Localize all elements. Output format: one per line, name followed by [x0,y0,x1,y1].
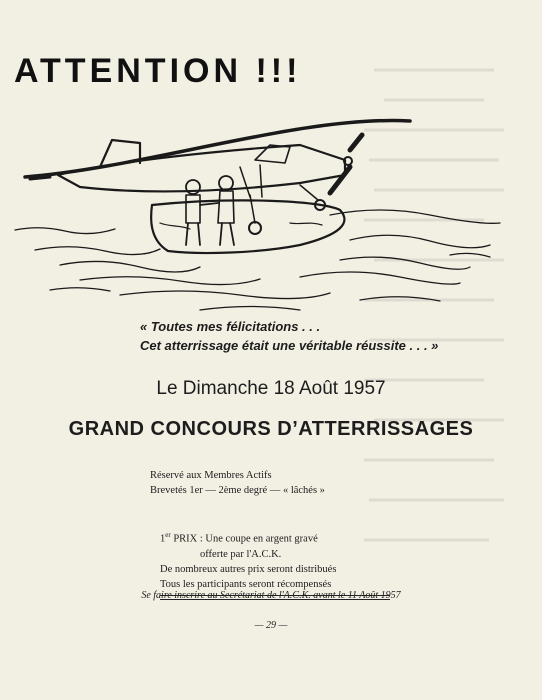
first-prize-suffix: er [165,531,171,539]
page-number: — 29 — [254,620,288,631]
page-title: ATTENTION !!! [14,52,302,90]
prizes-line-3: Tous les participants seront récompensés [160,578,332,590]
first-prize-label: PRIX : Une coupe en argent gravé [170,533,318,545]
first-prize-line [160,528,390,547]
registration-note: Se faire inscrire au Secrétariat de l'A.C.K. avant le 11 Août 1957 [141,590,401,601]
prizes-block [160,528,390,600]
quote-line-1: « Toutes mes félicitations . . . [140,319,321,334]
first-prize-number: 1 [160,533,166,545]
quote-line-2: Cet atterrissage était une véritable réussite . . . » [140,338,439,353]
event-headline: GRAND CONCOURS D’ATTERRISSAGES [68,418,474,440]
airplane-island-illustration [0,105,542,320]
event-date: Le Dimanche 18 Août 1957 [156,378,386,399]
prizes-line-2: De nombreux autres prix seront distribués [160,563,337,575]
eligibility-line-2: Brevetés 1er — 2ème degré — « lâchés » [150,485,325,496]
quote [140,317,480,355]
first-prize-continuation: offerte par l'A.C.K. [200,548,282,560]
eligibility-block [150,468,325,498]
eligibility-line-1: Réservé aux Membres Actifs [150,470,272,481]
